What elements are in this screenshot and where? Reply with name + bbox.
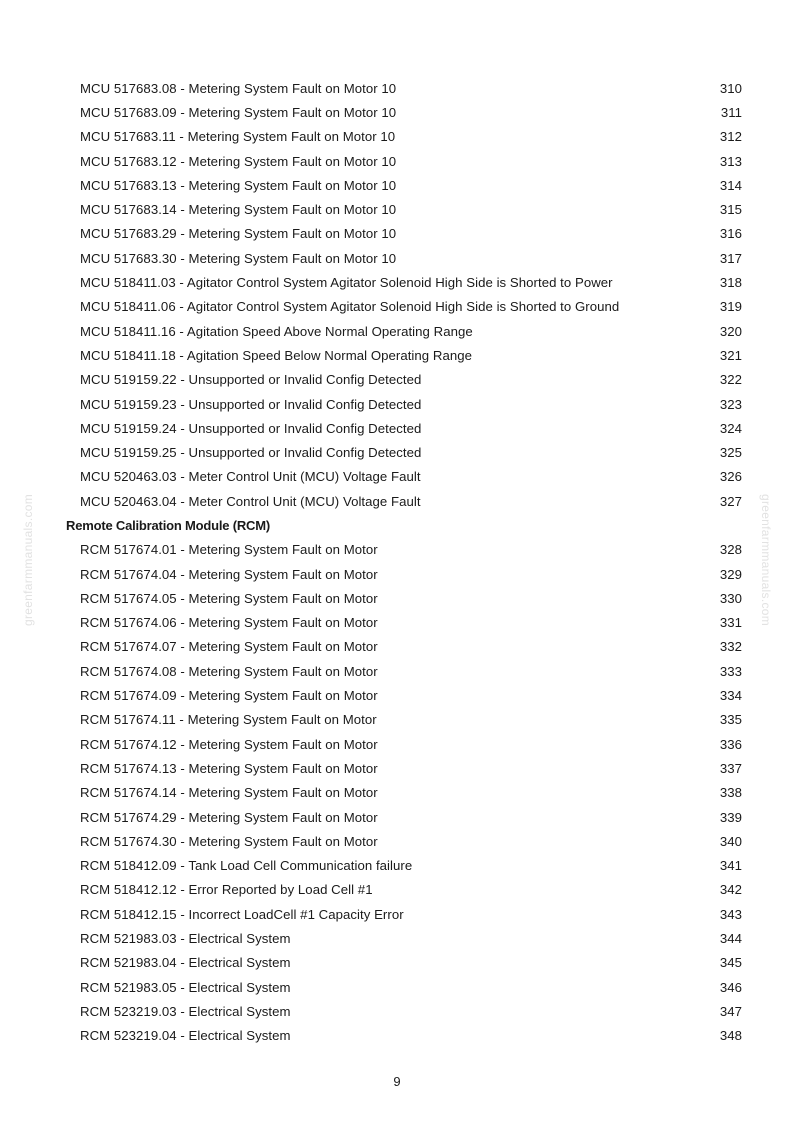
toc-entry[interactable] [66, 270, 742, 294]
toc-entry[interactable] [66, 76, 742, 100]
toc-entry[interactable] [66, 489, 742, 513]
toc-entry[interactable] [66, 829, 742, 853]
toc-entry-title[interactable]: RCM 518412.09 - Tank Load Cell Communication failure [80, 858, 413, 874]
toc-entry-title[interactable]: MCU 517683.29 - Metering System Fault on Motor 10 [80, 226, 397, 242]
toc-entry-page-number[interactable]: 326 [719, 469, 742, 485]
toc-entry[interactable] [66, 125, 742, 149]
toc-entry[interactable] [66, 538, 742, 562]
toc-entry[interactable] [66, 1024, 742, 1048]
toc-entry-page-number[interactable]: 321 [719, 347, 742, 363]
toc-entry[interactable] [66, 416, 742, 440]
toc-entry[interactable] [66, 586, 742, 610]
toc-entry-title[interactable]: MCU 517683.11 - Metering System Fault on Motor 10 [80, 129, 396, 145]
toc-entry-page-number[interactable]: 341 [719, 858, 742, 874]
toc-entry-title[interactable]: MCU 520463.04 - Meter Control Unit (MCU) Voltage Fault [80, 493, 421, 509]
toc-entry[interactable] [66, 683, 742, 707]
toc-entry-title[interactable]: RCM 517674.07 - Metering System Fault on Motor [80, 639, 378, 655]
toc-entry[interactable] [66, 659, 742, 683]
toc-entry-page-number[interactable]: 313 [719, 153, 742, 169]
toc-entry-title[interactable]: RCM 517674.04 - Metering System Fault on Motor [80, 566, 378, 582]
toc-entry-title[interactable]: RCM 517674.29 - Metering System Fault on Motor [80, 809, 378, 825]
toc-entry-title[interactable]: MCU 517683.09 - Metering System Fault on Motor 10 [80, 104, 397, 120]
toc-entry-title[interactable]: RCM 521983.04 - Electrical System [80, 955, 291, 971]
toc-entry[interactable] [66, 781, 742, 805]
toc-entry-title[interactable]: RCM 517674.01 - Metering System Fault on Motor [80, 542, 378, 558]
toc-entry-title[interactable]: MCU 519159.24 - Unsupported or Invalid Config Detected [80, 420, 422, 436]
toc-entry-title[interactable]: RCM 517674.14 - Metering System Fault on Motor [80, 785, 378, 801]
toc-entry-page-number[interactable]: 330 [719, 590, 742, 606]
toc-entry[interactable] [66, 562, 742, 586]
toc-entry-page-number[interactable]: 334 [719, 688, 742, 704]
toc-entry[interactable] [66, 975, 742, 999]
toc-entry-page-number[interactable]: 339 [719, 809, 742, 825]
toc-entry[interactable] [66, 805, 742, 829]
watermark-left: greenfarmmanuals.com [21, 493, 35, 627]
toc-entry-page-number[interactable]: 335 [719, 712, 742, 728]
toc-entry-title[interactable]: RCM 517674.12 - Metering System Fault on Motor [80, 736, 378, 752]
toc-entry[interactable] [66, 611, 742, 635]
toc-entry-page-number[interactable]: 332 [719, 639, 742, 655]
toc-entry-title[interactable]: RCM 523219.04 - Electrical System [80, 1028, 291, 1044]
toc-entry-title[interactable]: RCM 517674.08 - Metering System Fault on Motor [80, 663, 378, 679]
toc-entry-title[interactable]: MCU 517683.08 - Metering System Fault on Motor 10 [80, 80, 397, 96]
toc-section-heading [66, 513, 742, 537]
toc-entry-page-number[interactable]: 315 [719, 202, 742, 218]
toc-entry[interactable] [66, 732, 742, 756]
toc-entry[interactable] [66, 902, 742, 926]
toc-entry[interactable] [66, 999, 742, 1023]
toc-entry-page-number[interactable]: 340 [719, 833, 742, 849]
toc-entry-page-number[interactable]: 333 [719, 663, 742, 679]
toc-entry[interactable] [66, 878, 742, 902]
toc-entry-page-number[interactable]: 337 [719, 760, 742, 776]
toc-entry-title[interactable]: MCU 520463.03 - Meter Control Unit (MCU) Voltage Fault [80, 469, 421, 485]
toc-entry-page-number[interactable]: 319 [719, 299, 742, 315]
toc-entry[interactable] [66, 635, 742, 659]
section-title: Remote Calibration Module (RCM) [66, 517, 270, 533]
toc-entry-title[interactable]: MCU 517683.12 - Metering System Fault on Motor 10 [80, 153, 397, 169]
toc-entry-page-number[interactable]: 336 [719, 736, 742, 752]
watermark-right: greenfarmmanuals.com [759, 493, 773, 627]
toc-entry-page-number[interactable]: 342 [719, 882, 742, 898]
toc-entry-page-number[interactable]: 344 [719, 931, 742, 947]
toc-entry[interactable] [66, 197, 742, 221]
toc-entry-title[interactable]: MCU 517683.30 - Metering System Fault on Motor 10 [80, 250, 397, 266]
toc-entry[interactable] [66, 246, 742, 270]
toc-entry[interactable] [66, 854, 742, 878]
toc-entry-page-number[interactable]: 327 [719, 493, 742, 509]
toc-entry[interactable] [66, 222, 742, 246]
toc-entry[interactable] [66, 295, 742, 319]
toc-entry-title[interactable]: MCU 517683.14 - Metering System Fault on Motor 10 [80, 202, 397, 218]
toc-entry[interactable] [66, 951, 742, 975]
toc-entry-title[interactable]: MCU 518411.18 - Agitation Speed Below Normal Operating Range [80, 347, 473, 363]
toc-entry-page-number[interactable]: 347 [719, 1003, 742, 1019]
toc-entry-page-number[interactable]: 325 [719, 445, 742, 461]
toc-entry-title[interactable]: RCM 517674.05 - Metering System Fault on Motor [80, 590, 378, 606]
toc-entry-title[interactable]: MCU 519159.23 - Unsupported or Invalid Config Detected [80, 396, 422, 412]
toc-entry-title[interactable]: RCM 521983.05 - Electrical System [80, 979, 291, 995]
toc-entry-title[interactable]: MCU 519159.22 - Unsupported or Invalid Config Detected [80, 372, 422, 388]
page-number: 9 [393, 1074, 401, 1089]
toc-entry-title[interactable]: RCM 517674.09 - Metering System Fault on Motor [80, 688, 378, 704]
toc-entry-page-number[interactable]: 318 [719, 275, 742, 291]
toc-entry[interactable] [66, 368, 742, 392]
toc-entry[interactable] [66, 708, 742, 732]
toc-entry-page-number[interactable]: 338 [719, 785, 742, 801]
toc-entry[interactable] [66, 926, 742, 950]
toc-entry-title[interactable]: RCM 521983.03 - Electrical System [80, 931, 291, 947]
toc-entry-title[interactable]: RCM 518412.12 - Error Reported by Load Cell #1 [80, 882, 373, 898]
toc-entry-title[interactable]: MCU 518411.03 - Agitator Control System Agitator Solenoid High Side is Shorted to Power [80, 275, 613, 291]
toc-entry[interactable] [66, 100, 742, 124]
toc-entry-page-number[interactable]: 329 [719, 566, 742, 582]
toc-entry-page-number[interactable]: 316 [719, 226, 742, 242]
toc-entry[interactable] [66, 465, 742, 489]
toc-entry[interactable] [66, 756, 742, 780]
toc-entry-page-number[interactable]: 311 [720, 104, 742, 120]
toc-entry[interactable] [66, 392, 742, 416]
toc-entry-page-number[interactable]: 328 [719, 542, 742, 558]
toc-entry-title[interactable]: RCM 517674.06 - Metering System Fault on Motor [80, 615, 378, 631]
toc-entry-title[interactable]: MCU 519159.25 - Unsupported or Invalid Config Detected [80, 445, 422, 461]
toc-entry-page-number[interactable]: 324 [719, 420, 742, 436]
toc-entry-page-number[interactable]: 343 [719, 906, 742, 922]
table-of-contents [66, 76, 742, 1048]
toc-entry-page-number[interactable]: 331 [719, 615, 742, 631]
toc-entry[interactable] [66, 343, 742, 367]
toc-entry-page-number[interactable]: 346 [719, 979, 742, 995]
toc-entry-page-number[interactable]: 323 [719, 396, 742, 412]
toc-entry-page-number[interactable]: 312 [719, 129, 742, 145]
toc-entry-page-number[interactable]: 348 [719, 1028, 742, 1044]
toc-entry-title[interactable]: MCU 518411.06 - Agitator Control System Agitator Solenoid High Side is Shorted to Ground [80, 299, 620, 315]
toc-entry-title[interactable]: MCU 517683.13 - Metering System Fault on Motor 10 [80, 177, 397, 193]
toc-entry-title[interactable]: RCM 523219.03 - Electrical System [80, 1003, 291, 1019]
toc-entry-title[interactable]: MCU 518411.16 - Agitation Speed Above Normal Operating Range [80, 323, 473, 339]
toc-entry-page-number[interactable]: 310 [719, 80, 742, 96]
toc-entry[interactable] [66, 319, 742, 343]
toc-entry-page-number[interactable]: 317 [719, 250, 742, 266]
toc-entry[interactable] [66, 440, 742, 464]
toc-entry-title[interactable]: RCM 517674.13 - Metering System Fault on Motor [80, 760, 378, 776]
toc-entry-page-number[interactable]: 314 [719, 177, 742, 193]
toc-entry-page-number[interactable]: 322 [719, 372, 742, 388]
toc-entry[interactable] [66, 173, 742, 197]
toc-entry-page-number[interactable]: 345 [719, 955, 742, 971]
toc-entry-title[interactable]: RCM 518412.15 - Incorrect LoadCell #1 Capacity Error [80, 906, 404, 922]
toc-entry[interactable] [66, 149, 742, 173]
toc-entry-title[interactable]: RCM 517674.30 - Metering System Fault on Motor [80, 833, 378, 849]
toc-entry-title[interactable]: RCM 517674.11 - Metering System Fault on Motor [80, 712, 377, 728]
toc-entry-page-number[interactable]: 320 [719, 323, 742, 339]
